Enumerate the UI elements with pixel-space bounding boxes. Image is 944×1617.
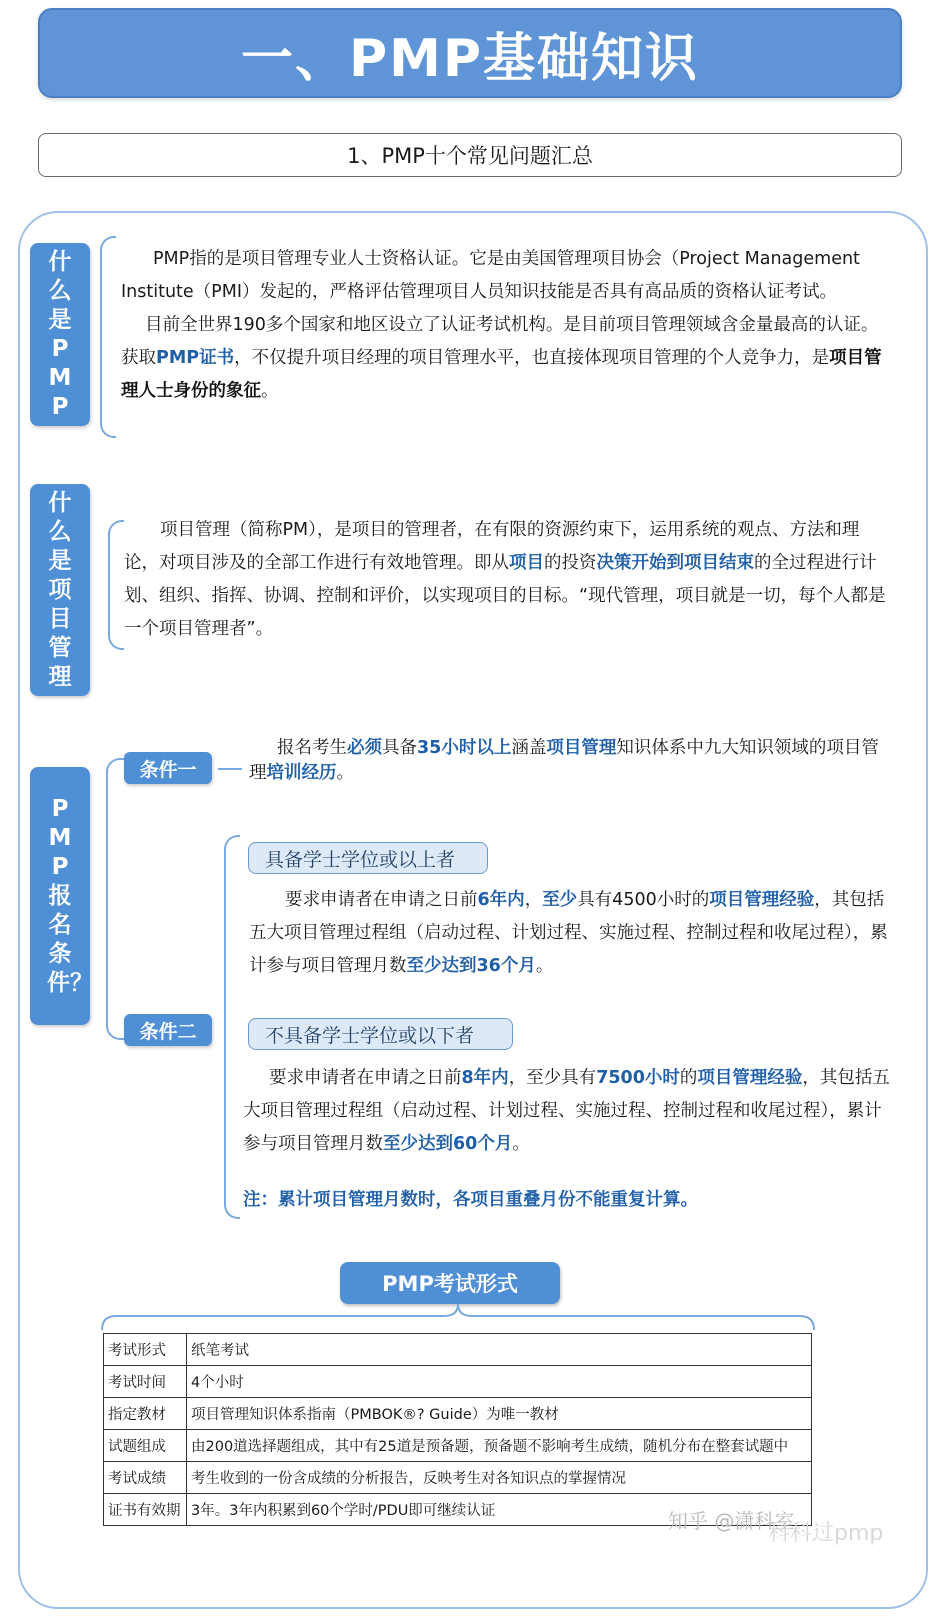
watermark: 知乎 @潇科室 [668,1509,795,1533]
what-is-pm-text [124,514,890,646]
table-value-cell: 由200道选择题组成，其中有25道是预备题，预备题不影响考生成绩，随机分布在整套试题中 [187,1430,812,1462]
subcondition-degree-text [249,884,889,983]
text-run: 的 [679,1068,698,1088]
text-run: 要求申请者在申请之日前 [269,1068,462,1088]
section-label-what-is-pm [30,484,90,696]
text-run: 。 [512,1134,530,1154]
table-value-cell: 3年。3年内积累到60个学时/PDU即可继续认证 [187,1494,812,1526]
table-row [104,1334,812,1366]
text-run: 。 [336,763,354,783]
note-text: 注：累计项目管理月数时，各项目重叠月份不能重复计算。 [243,1190,698,1210]
page-subtitle: 1、PMP十个常见问题汇总 [347,144,593,168]
subcondition-degree-label: 具备学士学位或以上者 [265,848,456,871]
section-label-text: 什么是PMP [48,248,72,420]
what-is-pmp-p2 [121,309,891,408]
text-run: ，不仅提升项目经理的项目管理水平，也直接体现项目管理的个人竞争力，是 [234,348,830,368]
section-brace [108,520,124,650]
table-key-cell: 指定教材 [104,1398,187,1430]
highlight-run: 决策开始到项目结束 [596,553,754,573]
text-run: ，至少具有 [508,1068,597,1088]
table-value-cell: 项目管理知识体系指南（PMBOK®? Guide）为唯一教材 [187,1398,812,1430]
text-run: 。 [535,956,554,976]
text-run: 的全过程进行计划、组织、指挥、协调、控制和评价，以实现项目的目标。“现代管理，项目就是一切，每个人都是一个项目管理者”。 [124,553,886,639]
table-key-cell: 考试成绩 [104,1462,187,1494]
condition-one-label: 条件一 [139,758,197,781]
text-run: 报名考生 [277,738,347,758]
text-run: 具备 [382,738,417,758]
text-run: ， [524,890,543,910]
highlight-run: 至少达到36个月 [406,956,536,976]
what-is-pmp-text [121,243,891,408]
table-row [104,1398,812,1430]
text-run: 涵盖 [511,738,547,758]
subcondition-no-degree-text [243,1062,891,1161]
conditions-note [243,1184,883,1217]
title-banner [38,8,902,98]
highlight-run: 项目管理经验 [697,1068,803,1088]
text-run: 具有4500小时的 [577,890,710,910]
table-key-cell: 考试时间 [104,1366,187,1398]
highlight-run: 35小时以上 [417,738,512,758]
text-run: ，其包括五大项目管理过程组（启动过程、计划过程、实施过程、控制过程和收尾过程），累计参与项目管理月数 [243,1068,890,1154]
table-row [104,1366,812,1398]
section-label-what-is-pmp [30,243,90,426]
text-run: 的投资 [544,553,597,573]
exam-title-text: PMP考试形式 [382,1272,518,1296]
exam-table [103,1333,812,1526]
text-run: ，其包括五大项目管理过程组（启动过程、计划过程、实施过程、控制过程和收尾过程），累计参与项目管理月数 [249,890,888,976]
table-value-cell: 4个小时 [187,1366,812,1398]
subcondition-no-degree-title [248,1018,513,1050]
condition-two-label: 条件二 [139,1020,197,1043]
table-value-cell: 考生收到的一份含成绩的分析报告，反映考生对各知识点的掌握情况 [187,1462,812,1494]
highlight-run: 项目管理 [546,738,617,758]
condition-one-text [249,736,889,786]
subtitle-box [38,133,902,177]
connector-line [218,768,242,770]
section-label-text: 什么是项目管理 [48,489,72,690]
exam-section-title [340,1262,560,1304]
highlight-run: 6年内 [477,890,525,910]
watermark-brand: 科科过pmp [768,1521,884,1546]
what-is-pmp-p1: PMP指的是项目管理专业人士资格认证。它是由美国管理项目协会（Project Management Institute（PMI）发起的，严格评估管理项目人员知识技能是否具有高品质的资格认证考试。 [121,249,860,302]
table-key-cell: 试题组成 [104,1430,187,1462]
highlight-run: 项目管理经验 [709,890,815,910]
highlight-run: 至少 [542,890,578,910]
sub-brace [224,835,240,1219]
section-label-conditions [30,767,93,1025]
subcondition-degree-title [248,842,488,874]
table-key-cell: 证书有效期 [104,1494,187,1526]
highlight-run: 项目 [509,553,544,573]
highlight-run: 至少达到60个月 [383,1134,513,1154]
table-key-cell: 考试形式 [104,1334,187,1366]
highlight-run: 8年内 [461,1068,509,1088]
text-run: 。 [261,381,279,401]
table-row [104,1462,812,1494]
highlight-run: 7500小时 [596,1068,680,1088]
condition-two-tag [124,1014,212,1046]
section-brace [106,758,124,1040]
exam-brace [100,1302,816,1332]
text-run: 目前全世界190多个国家和地区设立了认证考试机构。是目前项目管理领域含金量最高的认证。获取 [121,315,879,368]
highlight-run: 培训经历 [266,763,337,783]
condition-one-tag [124,752,212,784]
page-title: 一、PMP基础知识 [241,28,699,89]
highlight-run: 必须 [347,738,382,758]
table-value-cell: 纸笔考试 [187,1334,812,1366]
text-run: 知识体系中九大知识领域的项目管理 [249,738,879,783]
table-row [104,1430,812,1462]
section-label-text: PMP报名条件？ [47,795,93,996]
section-brace [100,236,116,438]
text-run: 项目管理（简称PM），是项目的管理者，在有限的资源约束下，运用系统的观点、方法和理论，对项目涉及的全部工作进行有效地管理。即从 [124,520,860,573]
text-run: 要求申请者在申请之日前 [285,890,478,910]
highlight-run: PMP证书 [156,348,235,368]
bold-run: 项目管理人士身份的象征 [121,348,882,401]
subcondition-no-degree-label: 不具备学士学位或以下者 [265,1024,475,1047]
exam-table-body [104,1334,812,1526]
